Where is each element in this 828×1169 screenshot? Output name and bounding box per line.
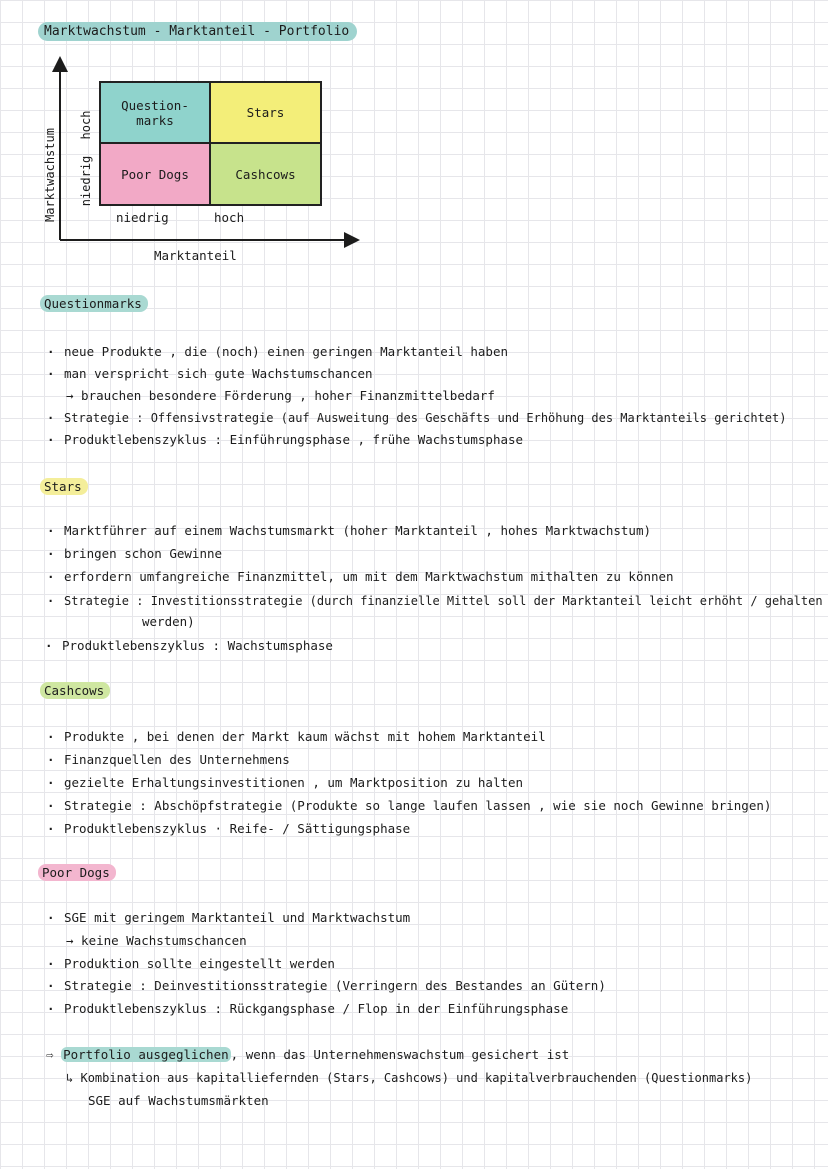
conclusion-rest: , wenn das Unternehmenswachstum gesichert ist: [230, 1047, 570, 1062]
list-item: · Strategie : Deinvestitionsstrategie (Verringern des Bestandes an Gütern): [64, 975, 606, 997]
x-low-label: niedrig: [116, 210, 169, 225]
list-item: · Produktlebenszyklus : Einführungsphase , frühe Wachstumsphase: [64, 429, 523, 451]
list-item: · Finanzquellen des Unternehmens: [64, 749, 290, 771]
cell-cashcows: Cashcows: [209, 142, 322, 206]
list-item: → brauchen besondere Förderung , hoher Finanzmittelbedarf: [66, 388, 495, 403]
list-item: · bringen schon Gewinne: [64, 543, 222, 565]
list-item: · Produktlebenszyklus · Reife- / Sättigungsphase: [64, 818, 410, 840]
list-item: · Strategie : Offensivstrategie (auf Ausweitung des Geschäfts und Erhöhung des Marktanteils gerichtet): [64, 407, 786, 429]
list-item-continuation: werden): [142, 614, 195, 629]
list-item: · man verspricht sich gute Wachstumschancen: [64, 363, 373, 385]
list-item: · Produktlebenszyklus : Wachstumsphase: [62, 635, 333, 657]
x-axis-label: Marktanteil: [154, 248, 237, 263]
section-heading: Questionmarks: [40, 295, 148, 312]
conclusion-line-1: [46, 1044, 569, 1066]
section-heading: Stars: [40, 478, 88, 495]
list-item: → keine Wachstumschancen: [66, 933, 247, 948]
conclusion-line-3: SGE auf Wachstumsmärkten: [88, 1093, 269, 1108]
implication-arrow-icon: ⇨: [46, 1047, 54, 1062]
conclusion-line-2: [66, 1067, 752, 1089]
y-low-label: niedrig: [79, 155, 93, 207]
sub-arrow-icon: ↳: [66, 1071, 74, 1085]
list-item: · Marktführer auf einem Wachstumsmarkt (hoher Marktanteil , hohes Marktwachstum): [64, 520, 651, 542]
y-high-label: hoch: [79, 110, 93, 140]
list-item: · Produktlebenszyklus : Rückgangsphase / Flop in der Einführungsphase: [64, 998, 568, 1020]
portfolio-balanced-text: Portfolio ausgeglichen: [63, 1047, 229, 1062]
list-item: · erfordern umfangreiche Finanzmittel, um mit dem Marktwachstum mithalten zu können: [64, 566, 674, 588]
conclusion-combination: Kombination aus kapitalliefernden (Stars, Cashcows) und kapitalverbrauchenden (Questionmarks): [80, 1071, 753, 1085]
list-item: · Produktion sollte eingestellt werden: [64, 953, 335, 975]
cell-stars: Stars: [209, 81, 322, 144]
y-axis-label: Marktwachstum: [43, 128, 57, 222]
section-heading: Poor Dogs: [38, 864, 116, 881]
list-item: · SGE mit geringem Marktanteil und Marktwachstum: [64, 907, 410, 929]
x-high-label: hoch: [214, 210, 245, 225]
list-item: · Strategie : Investitionsstrategie (durch finanzielle Mittel soll der Marktanteil leicht erhöht / gehalten: [64, 590, 823, 612]
page-title: Marktwachstum - Marktanteil - Portfolio: [38, 22, 357, 41]
cell-poor-dogs: Poor Dogs: [99, 142, 211, 206]
list-item: · neue Produkte , die (noch) einen geringen Marktanteil haben: [64, 341, 508, 363]
list-item: · Produkte , bei denen der Markt kaum wächst mit hohem Marktanteil: [64, 726, 546, 748]
list-item: · gezielte Erhaltungsinvestitionen , um Marktposition zu halten: [64, 772, 523, 794]
list-item: · Strategie : Abschöpfstrategie (Produkte so lange laufen lassen , wie sie noch Gewinne bringen): [64, 795, 771, 817]
section-heading: Cashcows: [40, 682, 110, 699]
cell-questionmarks: Question- marks: [99, 81, 211, 144]
